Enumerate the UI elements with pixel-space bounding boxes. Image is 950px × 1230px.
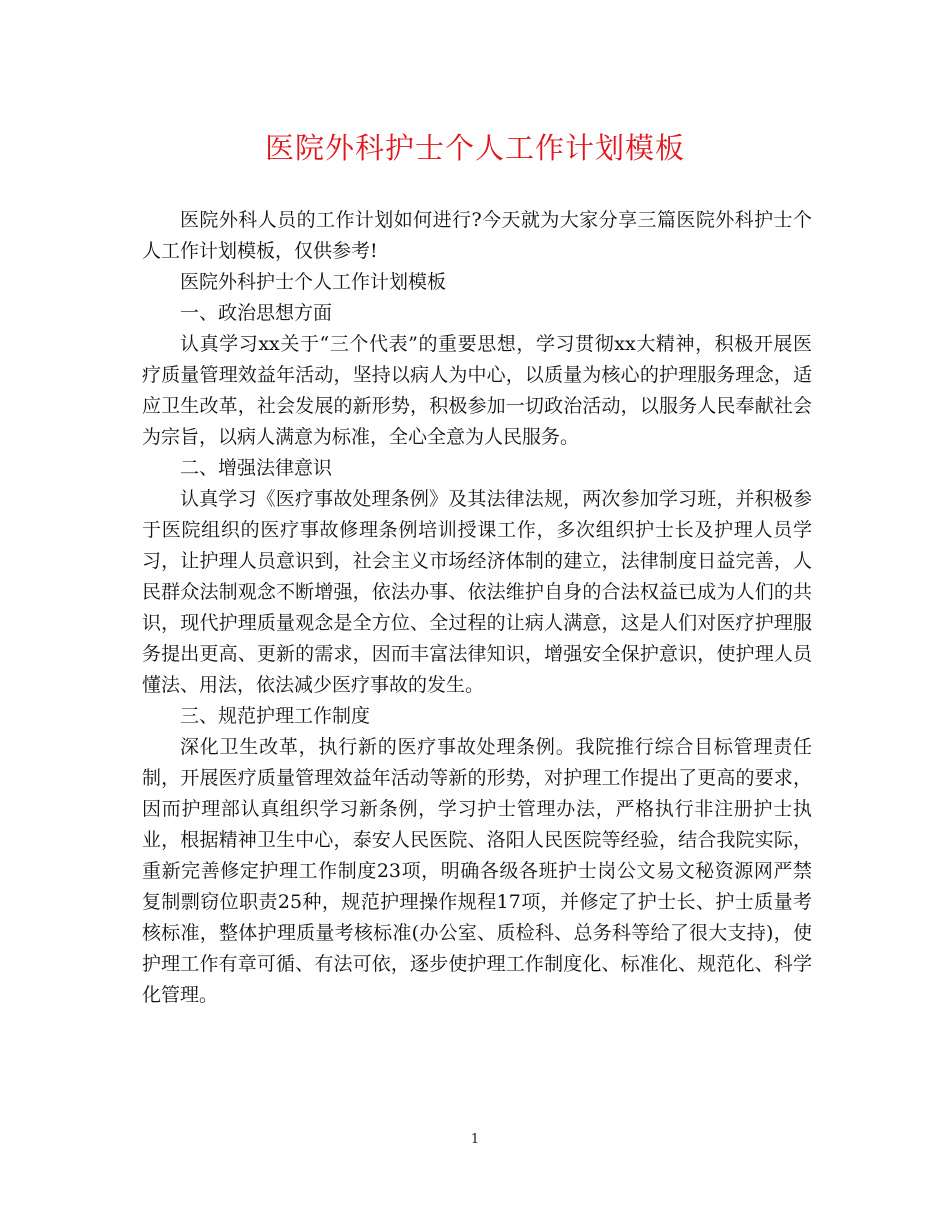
system-paragraph: 深化卫生改革，执行新的医疗事故处理条例。我院推行综合目标管理责任制，开展医疗质量管理效益年活动等新的形势，对护理工作提出了更高的要求，因而护理部认真组织学习新条例，学习护士管理办法，严格执行非注册护士执业，根据精神卫生中心，泰安人民医院、洛阳人民医院等经验，结合我院实际，重新完善修定护理工作制度23项，明确各级各班护士岗公文易文秘资源网严禁复制剽窃位职责25种，规范护理操作规程17项，并修定了护士长、护士质量考核标准，整体护理质量考核标准(办公室、质检科、总务科等给了很大支持)，使护理工作有章可循、有法可依，逐步使护理工作制度化、标准化、规范化、科学化管理。: [142, 736, 812, 1006]
intro-paragraph: 医院外科人员的工作计划如何进行?今天就为大家分享三篇医院外科护士个人工作计划模板，仅供参考!: [142, 209, 812, 262]
document-title: 医院外科护士个人工作计划模板: [264, 131, 685, 165]
politics-paragraph: 认真学习xx关于“三个代表”的重要思想，学习贯彻xx大精神，积极开展医疗质量管理效益年活动，坚持以病人为中心，以质量为核心的护理服务理念，适应卫生改革，社会发展的新形势，积极参加一切政治活动，以服务人民奉献社会为宗旨，以病人满意为标准，全心全意为人民服务。: [142, 333, 812, 448]
page-number: 1: [470, 1132, 480, 1147]
section-heading-politics: 一、政治思想方面: [180, 302, 333, 324]
section-heading-system: 三、规范护理工作制度: [180, 705, 371, 727]
law-paragraph: 认真学习《医疗事故处理条例》及其法律法规，两次参加学习班，并积极参于医院组织的医疗事故修理条例培训授课工作，多次组织护士长及护理人员学习，让护理人员意识到，社会主义市场经济体制的建立，法律制度日益完善，人民群众法制观念不断增强，依法办事、依法维护自身的合法权益已成为人们的共识，现代护理质量观念是全方位、全过程的让病人满意，这是人们对医疗护理服务提出更高、更新的需求，因而丰富法律知识，增强安全保护意识，使护理人员懂法、用法，依法减少医疗事故的发生。: [142, 488, 812, 696]
subtitle-paragraph: 医院外科护士个人工作计划模板: [180, 271, 447, 293]
document-body: [142, 205, 812, 1011]
section-heading-law: 二、增强法律意识: [180, 457, 333, 479]
